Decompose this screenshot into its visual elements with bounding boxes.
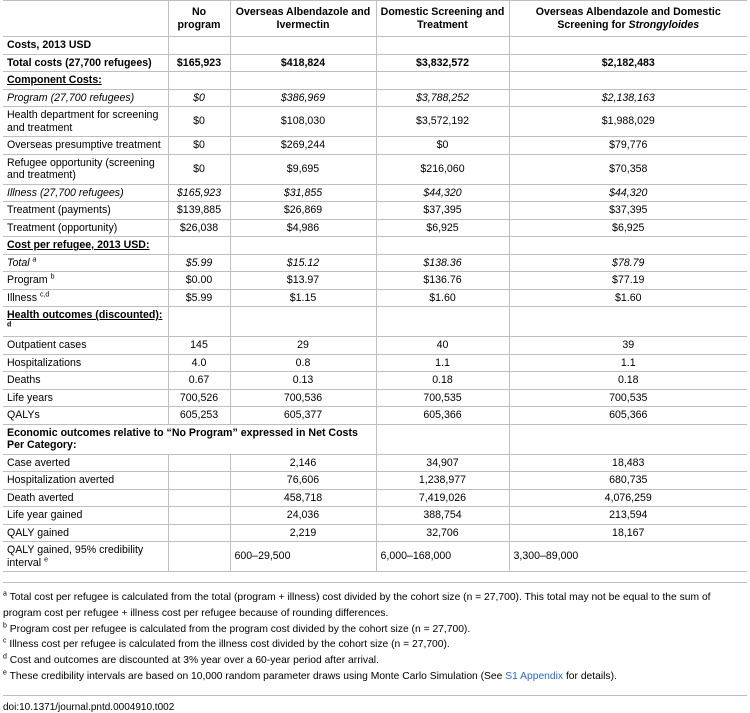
cell-value: $26,869 xyxy=(230,202,376,220)
cell-value xyxy=(168,489,230,507)
cell-value: 18,483 xyxy=(509,454,747,472)
cell-value xyxy=(168,454,230,472)
section-economic: Economic outcomes relative to “No Program” expressed in Net Costs Per Category: xyxy=(3,424,747,454)
row-label: Outpatient cases xyxy=(3,337,168,355)
cell-value: 600–29,500 xyxy=(230,542,376,572)
row-label: Deaths xyxy=(3,372,168,390)
footnote-b: $^b$ Program cost per refugee is calculated from the program cost divided by the cohort size (n = 27,700). xyxy=(3,622,471,635)
cell-value: $0 xyxy=(168,137,230,155)
cell-value: $418,824 xyxy=(230,54,376,72)
cell-value: $136.76 xyxy=(376,272,509,290)
cell-value: $78.79 xyxy=(509,254,747,272)
cell-value: 605,366 xyxy=(376,407,509,425)
cell-value: $138.36 xyxy=(376,254,509,272)
cell-value: 700,535 xyxy=(509,389,747,407)
cell-value: 1.1 xyxy=(376,354,509,372)
cell-value: $3,572,192 xyxy=(376,107,509,137)
table-row xyxy=(3,472,747,490)
cell-value: 40 xyxy=(376,337,509,355)
row-label: Hospitalization averted xyxy=(3,472,168,490)
row-label: Refugee opportunity (screening and treatment) xyxy=(3,154,168,184)
cell-value: $5.99 xyxy=(168,254,230,272)
cell-value: 3,300–89,000 xyxy=(509,542,747,572)
cell-value: $269,244 xyxy=(230,137,376,155)
cell-value: $108,030 xyxy=(230,107,376,137)
row-label: Program $^b$ xyxy=(3,272,168,290)
cell-value: 605,253 xyxy=(168,407,230,425)
cell-value: $44,320 xyxy=(509,184,747,202)
cell-value: $2,138,163 xyxy=(509,89,747,107)
table-row xyxy=(3,407,747,425)
cell-value: 700,535 xyxy=(376,389,509,407)
row-label: Overseas presumptive treatment xyxy=(3,137,168,155)
row-label: Total $^a$ xyxy=(3,254,168,272)
cell-value: 24,036 xyxy=(230,507,376,525)
header-domestic: Domestic Screening and Treatment xyxy=(376,1,509,37)
table-row xyxy=(3,389,747,407)
header-row xyxy=(3,1,747,37)
cell-value: 2,219 xyxy=(230,524,376,542)
cell-value xyxy=(168,507,230,525)
cell-value: $1.15 xyxy=(230,289,376,307)
table-row xyxy=(3,337,747,355)
cell-value: $5.99 xyxy=(168,289,230,307)
cell-value: $2,182,483 xyxy=(509,54,747,72)
table-row xyxy=(3,289,747,307)
table-row xyxy=(3,489,747,507)
doi-text: doi:10.1371/journal.pntd.0004910.t002 xyxy=(3,695,747,713)
cell-value: $13.97 xyxy=(230,272,376,290)
cell-value xyxy=(168,524,230,542)
row-label: QALY gained xyxy=(3,524,168,542)
cell-value: 680,735 xyxy=(509,472,747,490)
row-label: QALY gained, 95% credibility interval $^e$ xyxy=(3,542,168,572)
footnote-marker: b xyxy=(50,273,55,281)
cell-value: 34,907 xyxy=(376,454,509,472)
table-row xyxy=(3,202,747,220)
row-label: Treatment (opportunity) xyxy=(3,219,168,237)
cell-value: 0.13 xyxy=(230,372,376,390)
cell-value: 1,238,977 xyxy=(376,472,509,490)
section-component: Component Costs: xyxy=(3,72,747,90)
row-label: Hospitalizations xyxy=(3,354,168,372)
table-row xyxy=(3,89,747,107)
s1-appendix-link[interactable]: S1 Appendix xyxy=(505,670,564,682)
cell-value: $0 xyxy=(168,89,230,107)
table-row xyxy=(3,219,747,237)
table-row xyxy=(3,107,747,137)
cell-value: $31,855 xyxy=(230,184,376,202)
cell-value: 32,706 xyxy=(376,524,509,542)
table-row xyxy=(3,354,747,372)
cell-value: $1.60 xyxy=(509,289,747,307)
cell-value: $77.19 xyxy=(509,272,747,290)
row-label: Life year gained xyxy=(3,507,168,525)
cell-value xyxy=(168,472,230,490)
cell-value: $4,986 xyxy=(230,219,376,237)
cell-value: $9,695 xyxy=(230,154,376,184)
cell-value: $3,788,252 xyxy=(376,89,509,107)
cell-value: 2,146 xyxy=(230,454,376,472)
row-label: Death averted xyxy=(3,489,168,507)
cell-value: $44,320 xyxy=(376,184,509,202)
footnote-d: $^d$ Cost and outcomes are discounted at 3% year over a 60-year period after arrival. xyxy=(3,653,379,667)
section-per-refugee: Cost per refugee, 2013 USD: xyxy=(3,237,747,255)
footnote-marker: e xyxy=(44,555,49,563)
row-label: Life years xyxy=(3,389,168,407)
cell-value: 4.0 xyxy=(168,354,230,372)
cell-value: $216,060 xyxy=(376,154,509,184)
footnote-marker: a xyxy=(32,255,37,263)
table-row xyxy=(3,254,747,272)
row-label: Illness $^{c,d}$ xyxy=(3,289,168,307)
table-row xyxy=(3,372,747,390)
header-overseas: Overseas Albendazole and Ivermectin xyxy=(230,1,376,37)
cell-value: $0.00 xyxy=(168,272,230,290)
cell-value: $386,969 xyxy=(230,89,376,107)
cell-value: $1.60 xyxy=(376,289,509,307)
cell-value: 605,366 xyxy=(509,407,747,425)
cell-value: $1,988,029 xyxy=(509,107,747,137)
footnote-marker: c,d xyxy=(39,290,50,298)
table-row xyxy=(3,542,747,572)
cell-value: $3,832,572 xyxy=(376,54,509,72)
cell-value: 458,718 xyxy=(230,489,376,507)
header-no-program: No program xyxy=(168,1,230,37)
cell-value: $26,038 xyxy=(168,219,230,237)
cell-value: 145 xyxy=(168,337,230,355)
table-row xyxy=(3,507,747,525)
cell-value: 1.1 xyxy=(509,354,747,372)
cell-value xyxy=(168,542,230,572)
cell-value: $165,923 xyxy=(168,184,230,202)
cell-value: 0.18 xyxy=(509,372,747,390)
cell-value: 39 xyxy=(509,337,747,355)
cell-value: 0.8 xyxy=(230,354,376,372)
cell-value: $6,925 xyxy=(509,219,747,237)
row-label: Health department for screening and treatment xyxy=(3,107,168,137)
footnote-a: $^a$ Total cost per refugee is calculated from the total (program + illness) cost divided by the cohort size (n = 27,700). This total may not be equal to the sum of program cost per refugee + illness cost per refugee because of rounding differences. xyxy=(3,590,711,619)
cell-value: 213,594 xyxy=(509,507,747,525)
footnote-c: $^c$ Illness cost per refugee is calculated from the illness cost divided by the cohort size (n = 27,700). xyxy=(3,637,450,651)
row-label: Illness (27,700 refugees) xyxy=(3,184,168,202)
table-row xyxy=(3,454,747,472)
cell-value: $0 xyxy=(168,154,230,184)
row-label: Case averted xyxy=(3,454,168,472)
cell-value: 18,167 xyxy=(509,524,747,542)
table-row xyxy=(3,54,747,72)
table-row xyxy=(3,137,747,155)
cell-value: 0.18 xyxy=(376,372,509,390)
cell-value: $165,923 xyxy=(168,54,230,72)
cell-value: 605,377 xyxy=(230,407,376,425)
row-label: Total costs (27,700 refugees) xyxy=(3,54,168,72)
cell-value: $37,395 xyxy=(376,202,509,220)
row-label: QALYs xyxy=(3,407,168,425)
table-footnotes xyxy=(3,582,747,685)
cell-value: 29 xyxy=(230,337,376,355)
section-health: Health outcomes (discounted): $^d$ xyxy=(3,307,747,337)
cell-value: 76,606 xyxy=(230,472,376,490)
cell-value: 0.67 xyxy=(168,372,230,390)
cell-value: $70,358 xyxy=(509,154,747,184)
cell-value: $139,885 xyxy=(168,202,230,220)
table-row xyxy=(3,184,747,202)
cell-value: 388,754 xyxy=(376,507,509,525)
table-row xyxy=(3,154,747,184)
cell-value: $6,925 xyxy=(376,219,509,237)
table-row xyxy=(3,272,747,290)
row-label: Program (27,700 refugees) xyxy=(3,89,168,107)
cell-value: 4,076,259 xyxy=(509,489,747,507)
cell-value: $0 xyxy=(168,107,230,137)
cell-value: $15.12 xyxy=(230,254,376,272)
header-combined: Overseas Albendazole and Domestic Screening for Strongyloides xyxy=(509,1,747,37)
footnote-e: $^e$ These credibility intervals are based on 10,000 random parameter draws using Monte Carlo Simulation (See S1 Appendix for details). xyxy=(3,669,617,682)
cell-value: 700,526 xyxy=(168,389,230,407)
cell-value: $0 xyxy=(376,137,509,155)
cell-value: $79,776 xyxy=(509,137,747,155)
cell-value: 7,419,026 xyxy=(376,489,509,507)
cost-table xyxy=(3,0,747,572)
cell-value: $37,395 xyxy=(509,202,747,220)
cell-value: 700,536 xyxy=(230,389,376,407)
section-costs: Costs, 2013 USD xyxy=(3,37,747,55)
cell-value: 6,000–168,000 xyxy=(376,542,509,572)
row-label: Treatment (payments) xyxy=(3,202,168,220)
table-row xyxy=(3,524,747,542)
header-blank xyxy=(3,1,168,37)
